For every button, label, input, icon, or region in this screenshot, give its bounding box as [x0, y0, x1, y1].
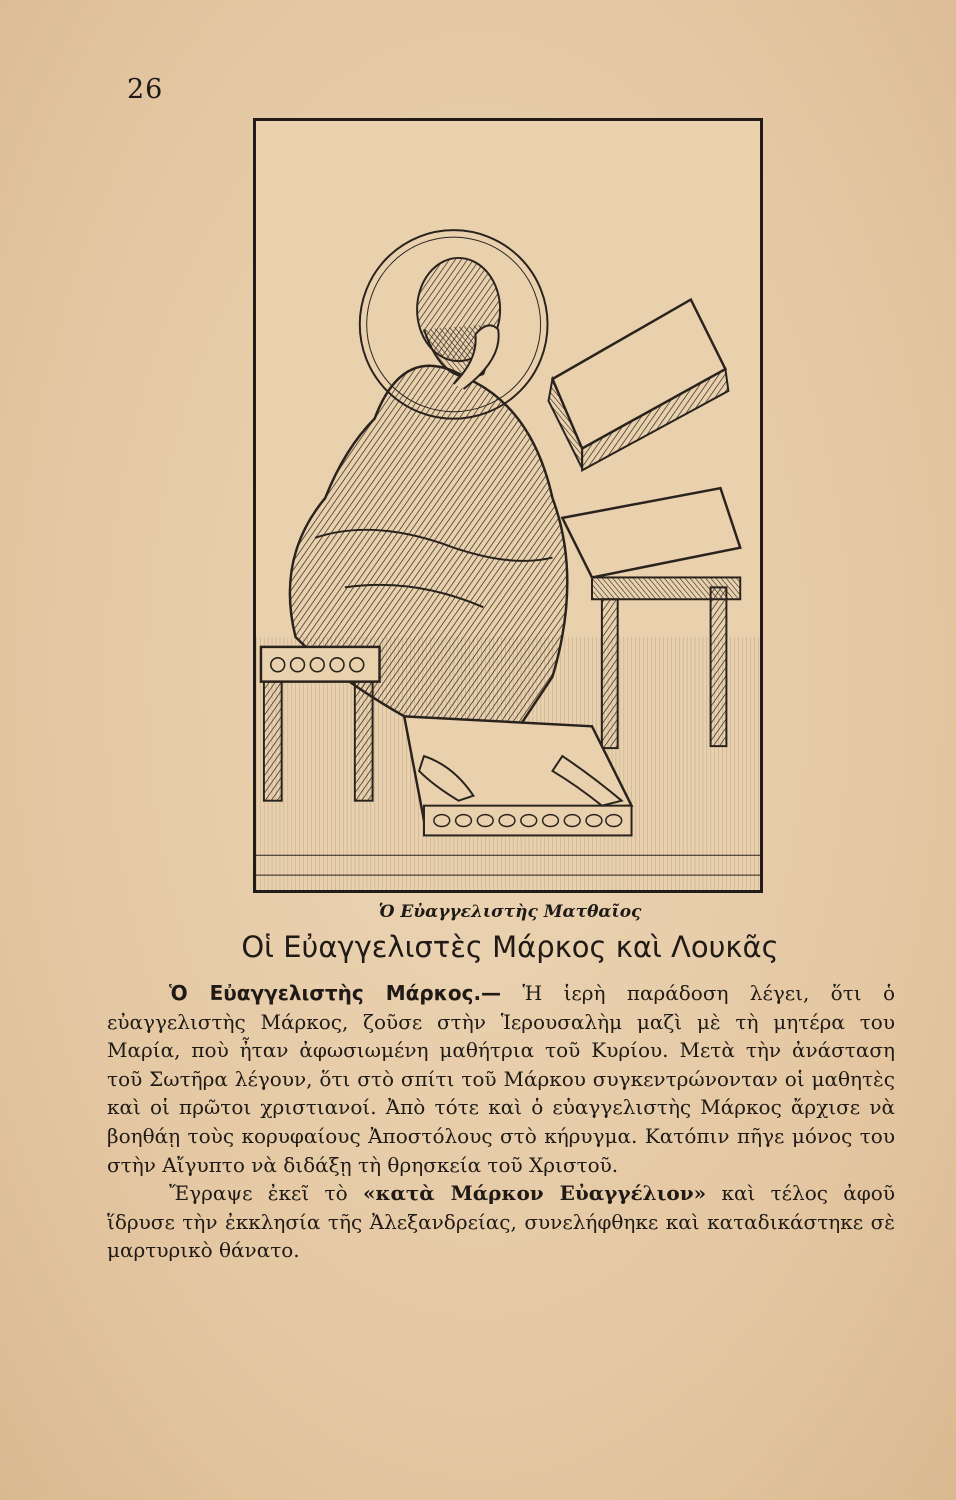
paragraph-1 [107, 979, 895, 1179]
paragraph-2-start: Ἔγραψε ἐκεῖ τὸ [169, 1181, 363, 1206]
page-number: 26 [127, 74, 164, 105]
body-text [107, 979, 895, 1265]
paragraph-2-emphasis: «κατὰ Μάρκον Εὐαγγέλιον» [362, 1181, 707, 1206]
paragraph-1-lead: Ὁ Εὐαγγελιστὴς Μάρκος.— [169, 981, 502, 1005]
section-title: Οἱ Εὐαγγελιστὲς Μάρκος καὶ Λουκᾶς [241, 930, 779, 964]
paragraph-2-end: καὶ τέλος ἀφοῦ ἵδρυσε τὴν ἐκκλησία τῆς Ἀλεξανδρείας, συνελήφθηκε καὶ καταδικάστηκε σὲ μαρτυρικὸ θάνατο. [107, 1181, 895, 1263]
evangelist-illustration [253, 118, 763, 893]
figure-caption: Ὁ Εὐαγγελιστὴς Ματθαῖος [378, 902, 642, 922]
paragraph-1-text: Ἡ ἱερὴ παράδοση λέγει, ὅτι ὁ εὐαγγελιστὴς Μάρκος, ζοῦσε στὴν Ἱερουσαλὴμ μαζὶ μὲ τὴ μητέρα του Μαρία, ποὺ ἦταν ἀφωσιωμένη μαθήτρια τοῦ Κυρίου. Μετὰ τὴν ἀνάσταση τοῦ Σωτῆρα λέγουν, ὅτι στὸ σπίτι τοῦ Μάρκου συγκεντρώνονταν οἱ μαθητὲς καὶ οἱ πρῶτοι χριστιανοί. Ἀπὸ τότε καὶ ὁ εὐαγγελιστὴς Μάρκος ἄρχισε νὰ βοηθάῃ τοὺς κορυφαίους Ἀποστόλους στὸ κήρυγμα. Κατόπιν πῆγε μόνος του στὴν Αἴγυπτο νὰ διδάξῃ τὴ θρησκεία τοῦ Χριστοῦ. [107, 981, 895, 1177]
engraving-image [256, 121, 760, 890]
paragraph-2 [107, 1179, 895, 1265]
